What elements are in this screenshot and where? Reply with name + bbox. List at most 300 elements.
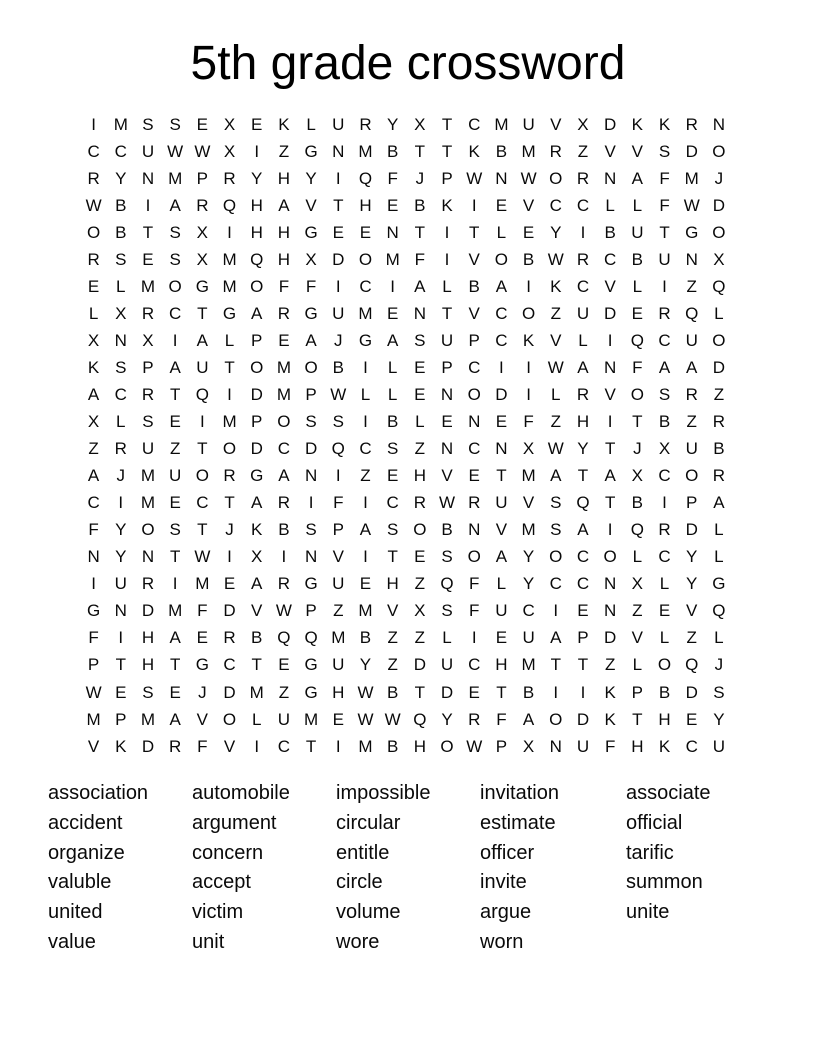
- grid-cell: A: [251, 303, 263, 323]
- grid-cell: I: [662, 493, 667, 513]
- grid-cell: S: [386, 520, 399, 540]
- grid-cell: E: [386, 303, 399, 323]
- grid-cell: M: [276, 384, 291, 404]
- grid-cell: H: [277, 168, 291, 188]
- grid-cell: I: [335, 736, 341, 756]
- grid-cell: O: [549, 168, 563, 188]
- grid-cell: C: [549, 574, 562, 594]
- word-list-item: circular: [336, 811, 401, 834]
- word-list-item: automobile: [192, 782, 290, 804]
- grid-cell: P: [305, 601, 317, 621]
- grid-cell: K: [115, 736, 127, 756]
- grid-cell: J: [714, 655, 724, 675]
- grid-cell: N: [604, 168, 617, 188]
- grid-cell: M: [195, 574, 210, 594]
- grid-cell: S: [305, 412, 317, 432]
- grid-cell: U: [522, 114, 535, 134]
- grid-cell: D: [250, 384, 263, 404]
- grid-cell: O: [467, 384, 481, 404]
- word-list-column: [480, 779, 626, 958]
- grid-cell: U: [576, 736, 590, 756]
- grid-cell: I: [580, 222, 586, 242]
- grid-cell: I: [227, 222, 232, 242]
- grid-cell: M: [331, 628, 346, 648]
- grid-cell: B: [468, 276, 480, 296]
- grid-cell: C: [468, 439, 481, 459]
- grid-cell: M: [222, 276, 237, 296]
- grid-cell: I: [363, 493, 368, 513]
- grid-cell: I: [118, 493, 124, 513]
- word-list-item: argue: [480, 901, 532, 924]
- grid-cell: E: [495, 195, 508, 215]
- grid-cell: N: [114, 601, 127, 621]
- grid-cell: X: [196, 249, 209, 269]
- grid-cell: G: [304, 303, 318, 323]
- grid-cell: E: [278, 655, 290, 675]
- grid-cell: U: [495, 493, 508, 513]
- grid-cell: V: [468, 249, 480, 269]
- grid-cell: Z: [686, 412, 697, 432]
- grid-cell: N: [332, 141, 345, 161]
- grid-cell: Q: [630, 330, 644, 350]
- grid-cell: I: [553, 601, 559, 621]
- grid-cell: N: [468, 412, 481, 432]
- grid-cell: X: [305, 249, 317, 269]
- grid-cell: U: [440, 655, 454, 675]
- grid-cell: C: [87, 493, 100, 513]
- grid-cell: X: [522, 439, 535, 459]
- grid-cell: E: [332, 709, 344, 729]
- grid-cell: V: [631, 628, 644, 648]
- grid-cell: T: [577, 466, 589, 486]
- grid-cell: Z: [414, 574, 426, 594]
- word-list: [48, 779, 770, 958]
- grid-cell: O: [250, 276, 264, 296]
- grid-cell: H: [141, 655, 155, 675]
- grid-cell: I: [526, 357, 531, 377]
- word-list-item: impossible: [336, 782, 431, 804]
- grid-cell: E: [169, 412, 181, 432]
- grid-cell: H: [386, 574, 399, 594]
- grid-cell: S: [658, 384, 671, 404]
- grid-cell: K: [87, 357, 100, 377]
- grid-cell: A: [169, 195, 181, 215]
- grid-cell: W: [85, 682, 102, 702]
- grid-cell: Y: [251, 168, 263, 188]
- grid-cell: T: [496, 466, 507, 486]
- grid-cell: D: [685, 520, 698, 540]
- grid-cell: O: [222, 439, 237, 459]
- grid-cell: Q: [576, 493, 590, 513]
- grid-cell: A: [577, 520, 589, 540]
- grid-cell: T: [414, 222, 426, 242]
- grid-cell: C: [468, 655, 481, 675]
- word-list-item: invitation: [480, 782, 559, 804]
- grid-cell: I: [607, 330, 613, 350]
- grid-cell: E: [87, 276, 100, 296]
- grid-cell: P: [251, 330, 263, 350]
- grid-cell: M: [222, 249, 237, 269]
- grid-cell: O: [440, 736, 454, 756]
- grid-cell: N: [304, 547, 318, 567]
- grid-cell: T: [469, 222, 480, 242]
- grid-cell: E: [332, 222, 344, 242]
- grid-cell: M: [358, 141, 373, 161]
- word-list-column: [626, 779, 770, 958]
- grid-cell: P: [577, 628, 589, 648]
- grid-cell: N: [114, 330, 127, 350]
- grid-cell: R: [658, 303, 671, 323]
- grid-cell: P: [115, 709, 127, 729]
- grid-cell: V: [223, 736, 236, 756]
- grid-cell: O: [250, 357, 264, 377]
- grid-cell: V: [604, 384, 616, 404]
- grid-cell: I: [91, 574, 96, 594]
- grid-cell: I: [363, 547, 368, 567]
- grid-cell: L: [88, 303, 99, 323]
- grid-cell: A: [251, 574, 263, 594]
- grid-cell: K: [278, 114, 290, 134]
- grid-cell: T: [414, 682, 426, 702]
- grid-cell: O: [521, 303, 536, 323]
- grid-cell: V: [87, 736, 100, 756]
- grid-cell: C: [549, 195, 562, 215]
- grid-cell: I: [254, 141, 260, 161]
- grid-cell: J: [225, 520, 234, 540]
- grid-cell: Y: [115, 520, 127, 540]
- grid-cell: N: [712, 114, 726, 134]
- grid-cell: B: [386, 141, 399, 161]
- grid-cell: I: [308, 493, 314, 513]
- grid-cell: Y: [115, 168, 127, 188]
- grid-cell: A: [550, 628, 562, 648]
- grid-cell: T: [414, 141, 426, 161]
- word-list-item: worn: [480, 930, 524, 953]
- grid-cell: E: [522, 222, 535, 242]
- grid-cell: D: [685, 682, 698, 702]
- grid-cell: V: [522, 493, 535, 513]
- grid-cell: X: [87, 412, 100, 432]
- grid-cell: Z: [686, 628, 697, 648]
- grid-cell: O: [685, 466, 699, 486]
- grid-cell: A: [577, 357, 589, 377]
- grid-cell: Y: [305, 168, 317, 188]
- grid-cell: E: [359, 574, 372, 594]
- grid-cell: A: [550, 466, 562, 486]
- word-list-item: officer: [480, 841, 535, 864]
- grid-cell: B: [115, 195, 127, 215]
- word-search-grid: [80, 111, 733, 760]
- grid-cell: R: [277, 303, 291, 323]
- grid-cell: S: [414, 330, 426, 350]
- grid-cell: P: [305, 384, 317, 404]
- grid-cell: J: [415, 168, 425, 188]
- grid-cell: V: [550, 114, 562, 134]
- grid-cell: P: [441, 357, 453, 377]
- grid-cell: W: [275, 601, 292, 621]
- grid-cell: L: [442, 628, 452, 648]
- grid-cell: T: [387, 547, 398, 567]
- grid-cell: I: [553, 682, 559, 702]
- grid-cell: M: [113, 114, 128, 134]
- grid-cell: B: [386, 736, 399, 756]
- grid-cell: W: [85, 195, 102, 215]
- word-list-column: [192, 779, 336, 958]
- grid-cell: G: [304, 682, 318, 702]
- grid-cell: J: [198, 682, 207, 702]
- grid-cell: L: [496, 574, 507, 594]
- grid-cell: K: [631, 114, 644, 134]
- grid-cell: Q: [440, 574, 454, 594]
- grid-cell: L: [251, 709, 262, 729]
- grid-cell: C: [576, 574, 590, 594]
- grid-cell: B: [522, 682, 535, 702]
- word-list-item: wore: [336, 930, 380, 953]
- grid-cell: R: [114, 439, 127, 459]
- grid-cell: O: [358, 249, 373, 269]
- word-list-item: association: [48, 782, 149, 804]
- grid-cell: T: [577, 655, 589, 675]
- grid-cell: I: [580, 682, 586, 702]
- grid-cell: C: [196, 493, 209, 513]
- grid-cell: T: [197, 520, 208, 540]
- grid-cell: E: [495, 628, 508, 648]
- grid-cell: R: [141, 574, 155, 594]
- grid-cell: W: [330, 384, 347, 404]
- grid-cell: I: [145, 195, 151, 215]
- grid-cell: E: [251, 114, 263, 134]
- grid-cell: T: [632, 709, 643, 729]
- grid-cell: C: [604, 249, 617, 269]
- grid-cell: B: [332, 357, 344, 377]
- grid-cell: U: [440, 330, 454, 350]
- grid-cell: A: [305, 330, 317, 350]
- word-list-item: accident: [48, 811, 123, 834]
- grid-cell: P: [332, 520, 344, 540]
- grid-cell: D: [576, 709, 590, 729]
- grid-cell: S: [142, 114, 154, 134]
- grid-cell: K: [522, 330, 535, 350]
- grid-cell: Z: [278, 682, 290, 702]
- grid-cell: F: [523, 412, 534, 432]
- grid-cell: W: [167, 141, 184, 161]
- grid-cell: R: [658, 520, 671, 540]
- grid-cell: W: [547, 357, 564, 377]
- grid-cell: H: [141, 628, 155, 648]
- word-list-item: accept: [192, 871, 251, 894]
- grid-cell: R: [277, 574, 291, 594]
- word-list-item: value: [48, 930, 96, 953]
- grid-cell: I: [172, 574, 178, 594]
- grid-cell: Y: [713, 709, 725, 729]
- grid-cell: Q: [331, 439, 345, 459]
- grid-cell: N: [87, 547, 100, 567]
- grid-cell: N: [386, 222, 399, 242]
- grid-cell: X: [522, 736, 535, 756]
- word-list-item: victim: [192, 901, 244, 924]
- grid-cell: A: [169, 628, 181, 648]
- grid-cell: W: [194, 141, 211, 161]
- grid-cell: Z: [686, 276, 697, 296]
- grid-cell: R: [87, 168, 100, 188]
- grid-cell: N: [604, 357, 617, 377]
- grid-cell: V: [604, 276, 616, 296]
- grid-cell: M: [521, 520, 536, 540]
- grid-cell: D: [685, 141, 698, 161]
- grid-cell: D: [141, 736, 155, 756]
- grid-cell: X: [142, 330, 154, 350]
- grid-cell: C: [169, 303, 182, 323]
- grid-cell: A: [359, 520, 372, 540]
- grid-cell: I: [227, 384, 232, 404]
- grid-cell: M: [168, 601, 183, 621]
- grid-cell: M: [358, 601, 373, 621]
- grid-cell: R: [685, 384, 698, 404]
- grid-cell: Y: [522, 574, 535, 594]
- grid-cell: F: [387, 168, 398, 188]
- grid-cell: F: [496, 709, 507, 729]
- grid-cell: R: [468, 493, 481, 513]
- grid-cell: L: [496, 222, 507, 242]
- grid-cell: E: [386, 195, 399, 215]
- grid-cell: R: [549, 141, 562, 161]
- grid-cell: K: [658, 736, 671, 756]
- grid-cell: L: [442, 276, 452, 296]
- grid-cell: W: [357, 709, 374, 729]
- grid-cell: G: [195, 655, 209, 675]
- grid-cell: H: [277, 222, 291, 242]
- grid-cell: C: [277, 439, 291, 459]
- grid-cell: B: [495, 141, 508, 161]
- word-list-item: summon: [626, 871, 703, 894]
- grid-cell: K: [468, 141, 480, 161]
- grid-cell: M: [168, 168, 183, 188]
- grid-cell: H: [495, 655, 508, 675]
- grid-cell: E: [414, 357, 426, 377]
- grid-cell: X: [631, 466, 644, 486]
- grid-cell: S: [305, 520, 317, 540]
- grid-cell: I: [172, 330, 178, 350]
- grid-cell: X: [223, 141, 236, 161]
- grid-cell: X: [196, 222, 209, 242]
- grid-cell: S: [550, 493, 562, 513]
- grid-cell: M: [684, 168, 699, 188]
- grid-cell: J: [633, 439, 642, 459]
- grid-cell: L: [632, 655, 643, 675]
- grid-cell: Y: [550, 222, 562, 242]
- grid-cell: T: [632, 412, 643, 432]
- grid-cell: L: [632, 547, 643, 567]
- grid-cell: B: [522, 249, 535, 269]
- grid-cell: U: [141, 439, 155, 459]
- grid-cell: E: [577, 601, 589, 621]
- grid-cell: O: [549, 547, 563, 567]
- grid-cell: B: [658, 682, 671, 702]
- grid-cell: I: [227, 547, 232, 567]
- grid-cell: C: [576, 195, 590, 215]
- grid-cell: D: [141, 601, 155, 621]
- grid-cell: T: [142, 222, 154, 242]
- word-list-item: invite: [480, 871, 527, 894]
- grid-cell: V: [305, 195, 317, 215]
- grid-cell: C: [359, 276, 372, 296]
- grid-cell: M: [222, 412, 237, 432]
- grid-cell: C: [495, 330, 508, 350]
- grid-cell: K: [658, 114, 671, 134]
- grid-cell: D: [604, 303, 617, 323]
- grid-cell: I: [335, 276, 341, 296]
- grid-cell: R: [712, 412, 726, 432]
- grid-cell: B: [631, 493, 644, 513]
- grid-cell: A: [604, 466, 616, 486]
- grid-cell: U: [332, 655, 345, 675]
- grid-cell: Y: [577, 439, 589, 459]
- grid-cell: Z: [169, 439, 181, 459]
- grid-cell: Q: [685, 655, 699, 675]
- grid-cell: C: [114, 384, 127, 404]
- grid-cell: X: [115, 303, 127, 323]
- grid-cell: O: [712, 330, 726, 350]
- grid-cell: V: [386, 601, 399, 621]
- grid-cell: I: [118, 628, 124, 648]
- grid-cell: R: [223, 466, 236, 486]
- grid-cell: G: [250, 466, 264, 486]
- grid-cell: C: [386, 493, 399, 513]
- grid-cell: M: [140, 709, 156, 729]
- grid-cell: I: [607, 412, 613, 432]
- grid-cell: C: [658, 466, 671, 486]
- grid-cell: B: [386, 682, 399, 702]
- grid-cell: L: [306, 114, 316, 134]
- grid-cell: E: [278, 330, 290, 350]
- grid-cell: S: [115, 249, 127, 269]
- grid-cell: Z: [333, 601, 344, 621]
- grid-cell: Z: [278, 141, 290, 161]
- grid-cell: Y: [115, 547, 127, 567]
- grid-cell: I: [607, 520, 613, 540]
- grid-cell: I: [199, 412, 205, 432]
- grid-cell: I: [335, 466, 341, 486]
- grid-cell: I: [363, 357, 368, 377]
- grid-cell: X: [414, 114, 426, 134]
- grid-cell: C: [277, 736, 291, 756]
- grid-cell: O: [141, 520, 155, 540]
- grid-cell: U: [712, 736, 726, 756]
- grid-cell: R: [685, 114, 698, 134]
- grid-cell: R: [169, 736, 182, 756]
- grid-cell: C: [685, 736, 698, 756]
- grid-cell: L: [659, 628, 670, 648]
- grid-cell: Z: [414, 439, 426, 459]
- grid-cell: E: [441, 412, 453, 432]
- grid-cell: B: [441, 520, 453, 540]
- grid-cell: U: [196, 357, 209, 377]
- grid-cell: S: [441, 601, 453, 621]
- grid-cell: L: [387, 357, 398, 377]
- grid-cell: L: [551, 384, 561, 404]
- grid-cell: U: [114, 574, 127, 594]
- grid-cell: Z: [577, 141, 589, 161]
- grid-cell: Y: [441, 709, 453, 729]
- grid-cell: B: [359, 628, 372, 648]
- grid-cell: T: [224, 357, 235, 377]
- grid-cell: F: [278, 276, 290, 296]
- grid-cell: O: [630, 384, 644, 404]
- grid-cell: G: [304, 222, 318, 242]
- grid-cell: U: [685, 439, 698, 459]
- grid-cell: Q: [413, 709, 427, 729]
- grid-cell: W: [194, 547, 211, 567]
